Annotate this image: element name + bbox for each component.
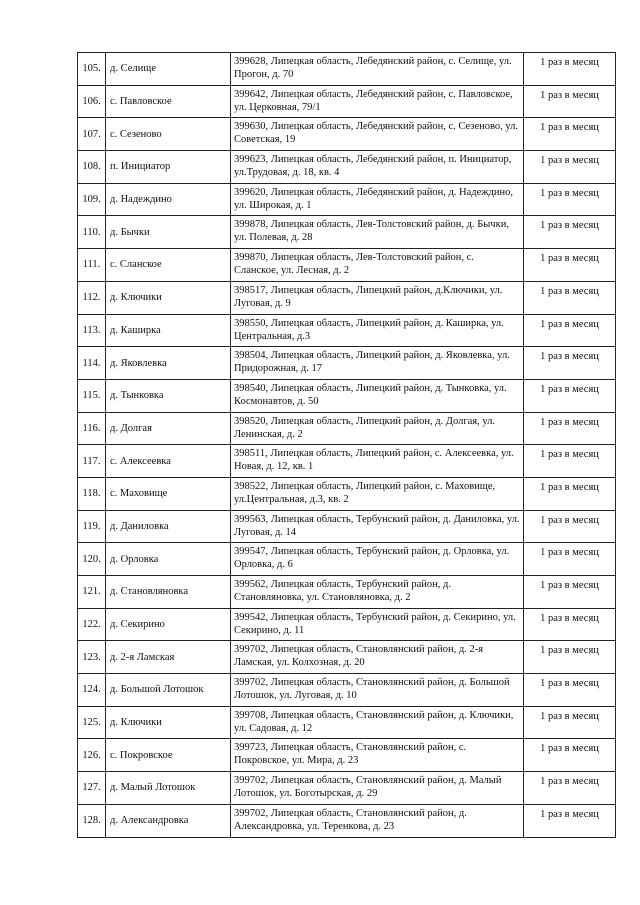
settlement-name: д. Ключики	[106, 281, 231, 314]
row-number: 114.	[78, 347, 106, 380]
row-number: 128.	[78, 804, 106, 837]
frequency-cell: 1 раз в месяц	[524, 85, 616, 118]
settlement-name: с. Алексеевка	[106, 445, 231, 478]
table-row	[78, 674, 616, 707]
frequency-cell: 1 раз в месяц	[524, 804, 616, 837]
settlement-name: д. Большой Лотошок	[106, 674, 231, 707]
address-cell: 398504, Липецкая область, Липецкий район, д. Яковлевка, ул. Придорожная, д. 17	[231, 347, 524, 380]
settlement-name: д. Селище	[106, 53, 231, 86]
address-cell: 399702, Липецкая область, Становлянский район, д. Большой Лотошок, ул. Луговая, д. 10	[231, 674, 524, 707]
row-number: 109.	[78, 183, 106, 216]
settlement-name: д. Бычки	[106, 216, 231, 249]
address-cell: 399563, Липецкая область, Тербунский район, д. Даниловка, ул. Луговая, д. 14	[231, 510, 524, 543]
table-row	[78, 281, 616, 314]
address-cell: 399547, Липецкая область, Тербунский район, д. Орловка, ул. Орловка, д. 6	[231, 543, 524, 576]
frequency-cell: 1 раз в месяц	[524, 118, 616, 151]
table-row	[78, 772, 616, 805]
frequency-cell: 1 раз в месяц	[524, 53, 616, 86]
row-number: 116.	[78, 412, 106, 445]
frequency-cell: 1 раз в месяц	[524, 412, 616, 445]
frequency-cell: 1 раз в месяц	[524, 510, 616, 543]
table-row	[78, 739, 616, 772]
settlement-name: с. Павловское	[106, 85, 231, 118]
frequency-cell: 1 раз в месяц	[524, 608, 616, 641]
row-number: 125.	[78, 706, 106, 739]
address-cell: 398540, Липецкая область, Липецкий район, д. Тынковка, ул. Космонавтов, д. 50	[231, 379, 524, 412]
frequency-cell: 1 раз в месяц	[524, 151, 616, 184]
settlement-name: с. Сланское	[106, 249, 231, 282]
settlement-name: д. Ключики	[106, 706, 231, 739]
row-number: 120.	[78, 543, 106, 576]
row-number: 126.	[78, 739, 106, 772]
frequency-cell: 1 раз в месяц	[524, 379, 616, 412]
settlement-name: д. Орловка	[106, 543, 231, 576]
address-cell: 399630, Липецкая область, Лебедянский район, с. Сезеново, ул. Советская, 19	[231, 118, 524, 151]
frequency-cell: 1 раз в месяц	[524, 576, 616, 609]
frequency-cell: 1 раз в месяц	[524, 249, 616, 282]
address-cell: 399870, Липецкая область, Лев-Толстовский район, с. Сланское, ул. Лесная, д. 2	[231, 249, 524, 282]
row-number: 121.	[78, 576, 106, 609]
table-row	[78, 347, 616, 380]
address-cell: 398522, Липецкая область, Липецкий район, с. Маховище, ул.Центральная, д.3, кв. 2	[231, 477, 524, 510]
settlement-name: д. Каширка	[106, 314, 231, 347]
table-row	[78, 151, 616, 184]
row-number: 107.	[78, 118, 106, 151]
frequency-cell: 1 раз в месяц	[524, 674, 616, 707]
row-number: 112.	[78, 281, 106, 314]
table-row	[78, 85, 616, 118]
address-cell: 399620, Липецкая область, Лебедянский район, д. Надеждино, ул. Широкая, д. 1	[231, 183, 524, 216]
settlement-name: п. Инициатор	[106, 151, 231, 184]
frequency-cell: 1 раз в месяц	[524, 183, 616, 216]
table-row	[78, 412, 616, 445]
table-row	[78, 641, 616, 674]
address-cell: 399723, Липецкая область, Становлянский район, с. Покровское, ул. Мира, д. 23	[231, 739, 524, 772]
settlement-name: д. Долгая	[106, 412, 231, 445]
frequency-cell: 1 раз в месяц	[524, 772, 616, 805]
address-cell: 399542, Липецкая область, Тербунский район, д. Секирино, ул. Секирино, д. 11	[231, 608, 524, 641]
table-row	[78, 118, 616, 151]
row-number: 124.	[78, 674, 106, 707]
table-row	[78, 477, 616, 510]
table-row	[78, 216, 616, 249]
settlement-name: с. Сезеново	[106, 118, 231, 151]
frequency-cell: 1 раз в месяц	[524, 281, 616, 314]
frequency-cell: 1 раз в месяц	[524, 641, 616, 674]
row-number: 111.	[78, 249, 106, 282]
locations-table	[77, 52, 616, 838]
address-cell: 398517, Липецкая область, Липецкий район, д.Ключики, ул. Луговая, д. 9	[231, 281, 524, 314]
address-cell: 399702, Липецкая область, Становлянский район, д. 2-я Ламская, ул. Колхозная, д. 20	[231, 641, 524, 674]
frequency-cell: 1 раз в месяц	[524, 543, 616, 576]
row-number: 123.	[78, 641, 106, 674]
locations-table-body	[78, 53, 616, 838]
frequency-cell: 1 раз в месяц	[524, 739, 616, 772]
table-row	[78, 706, 616, 739]
row-number: 117.	[78, 445, 106, 478]
table-row	[78, 249, 616, 282]
row-number: 108.	[78, 151, 106, 184]
settlement-name: д. Малый Лотошок	[106, 772, 231, 805]
settlement-name: д. Александровка	[106, 804, 231, 837]
table-row	[78, 576, 616, 609]
address-cell: 399642, Липецкая область, Лебедянский район, с. Павловское, ул. Церковная, 79/1	[231, 85, 524, 118]
table-row	[78, 608, 616, 641]
row-number: 110.	[78, 216, 106, 249]
table-row	[78, 379, 616, 412]
settlement-name: д. Тынковка	[106, 379, 231, 412]
settlement-name: д. Даниловка	[106, 510, 231, 543]
settlement-name: д. Надеждино	[106, 183, 231, 216]
row-number: 113.	[78, 314, 106, 347]
address-cell: 399562, Липецкая область, Тербунский район, д. Становляновка, ул. Становляновка, д. 2	[231, 576, 524, 609]
table-row	[78, 314, 616, 347]
settlement-name: д. Становляновка	[106, 576, 231, 609]
frequency-cell: 1 раз в месяц	[524, 477, 616, 510]
address-cell: 399702, Липецкая область, Становлянский район, д. Александровка, ул. Теренкова, д. 23	[231, 804, 524, 837]
table-row	[78, 53, 616, 86]
address-cell: 399702, Липецкая область, Становлянский район, д. Малый Лотошок, ул. Боготырская, д. 29	[231, 772, 524, 805]
row-number: 115.	[78, 379, 106, 412]
address-cell: 399708, Липецкая область, Становлянский район, д. Ключики, ул. Садовая, д. 12	[231, 706, 524, 739]
row-number: 122.	[78, 608, 106, 641]
frequency-cell: 1 раз в месяц	[524, 347, 616, 380]
row-number: 105.	[78, 53, 106, 86]
frequency-cell: 1 раз в месяц	[524, 314, 616, 347]
row-number: 118.	[78, 477, 106, 510]
table-row	[78, 183, 616, 216]
frequency-cell: 1 раз в месяц	[524, 706, 616, 739]
settlement-name: д. Секирино	[106, 608, 231, 641]
table-row	[78, 804, 616, 837]
address-cell: 399623, Липецкая область, Лебедянский район, п. Инициатор, ул.Трудовая, д. 18, кв. 4	[231, 151, 524, 184]
address-cell: 398511, Липецкая область, Липецкий район, с. Алексеевка, ул. Новая, д. 12, кв. 1	[231, 445, 524, 478]
address-cell: 398550, Липецкая область, Липецкий район, д. Каширка, ул. Центральная, д.3	[231, 314, 524, 347]
table-row	[78, 445, 616, 478]
frequency-cell: 1 раз в месяц	[524, 445, 616, 478]
address-cell: 399878, Липецкая область, Лев-Толстовский район, д. Бычки, ул. Полевая, д. 28	[231, 216, 524, 249]
row-number: 106.	[78, 85, 106, 118]
settlement-name: с. Покровское	[106, 739, 231, 772]
table-row	[78, 510, 616, 543]
address-cell: 399628, Липецкая область, Лебедянский район, с. Селище, ул. Прогон, д. 70	[231, 53, 524, 86]
settlement-name: д. 2-я Ламская	[106, 641, 231, 674]
address-cell: 398520, Липецкая область, Липецкий район, д. Долгая, ул. Ленинская, д. 2	[231, 412, 524, 445]
table-row	[78, 543, 616, 576]
frequency-cell: 1 раз в месяц	[524, 216, 616, 249]
row-number: 127.	[78, 772, 106, 805]
settlement-name: д. Яковлевка	[106, 347, 231, 380]
settlement-name: с. Маховище	[106, 477, 231, 510]
row-number: 119.	[78, 510, 106, 543]
